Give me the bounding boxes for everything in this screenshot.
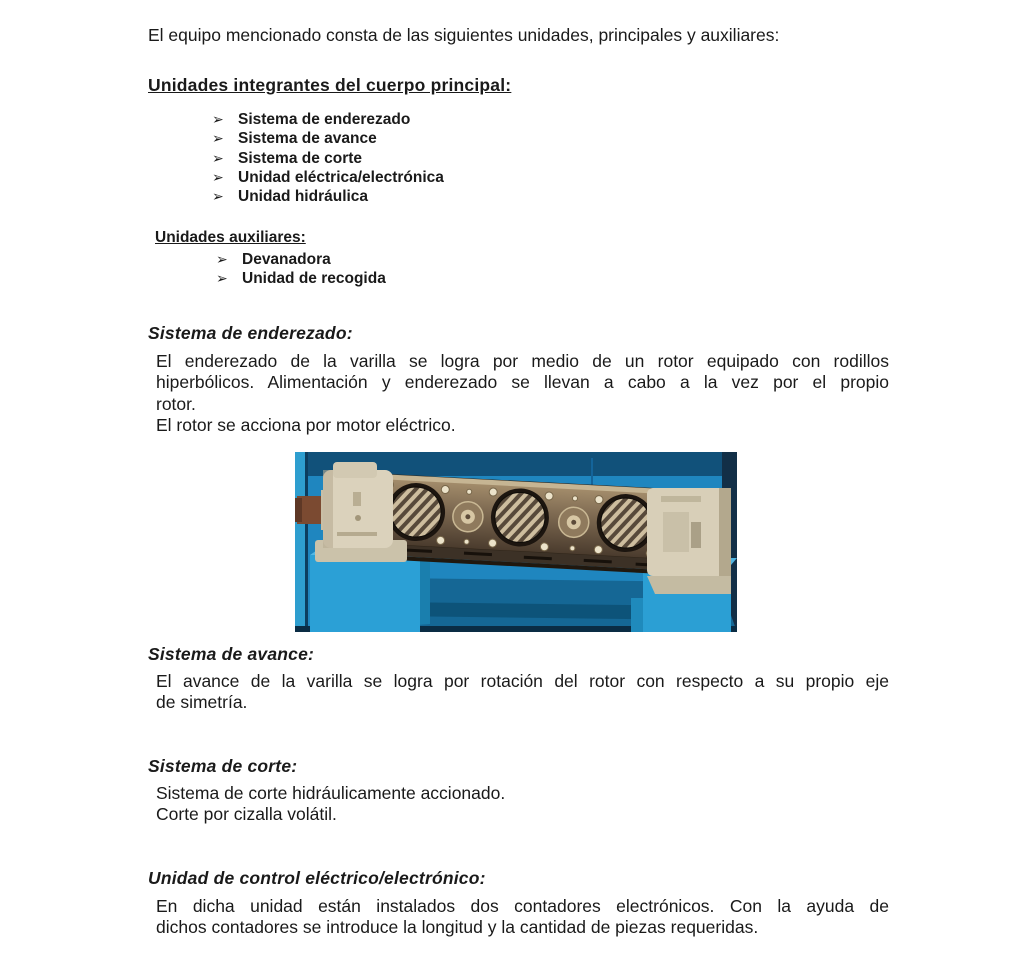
section-heading-corte: Sistema de corte: (148, 756, 298, 776)
aux-units-list (216, 250, 386, 289)
arrow-bullet-icon: ➢ (212, 188, 224, 205)
body-line: El enderezado de la varilla se logra por medio de un rotor equipado con rodillos (156, 351, 889, 371)
intro-paragraph: El equipo mencionado consta de las siguientes unidades, principales y auxiliares: (148, 25, 780, 45)
main-units-heading: Unidades integrantes del cuerpo principal: (148, 75, 512, 95)
arrow-bullet-icon: ➢ (212, 149, 224, 166)
list-item-label: Sistema de enderezado (238, 111, 411, 128)
rotor-machine-illustration (295, 452, 737, 632)
arrow-bullet-icon: ➢ (216, 251, 228, 267)
body-line: rotor. (156, 393, 196, 414)
machine-photo (295, 452, 737, 632)
body-line: Corte por cizalla volátil. (156, 804, 337, 825)
body-line: hiperbólicos. Alimentación y enderezado se llevan a cabo a la vez por el propio (156, 372, 889, 393)
arrow-bullet-icon: ➢ (212, 168, 224, 185)
list-item (212, 149, 444, 168)
section-body-avance (156, 671, 889, 714)
body-line: Sistema de corte hidráulicamente accionado. (156, 783, 506, 803)
aux-units-heading: Unidades auxiliares: (155, 229, 306, 246)
body-line: dichos contadores se introduce la longitud y la cantidad de piezas requeridas. (156, 917, 759, 938)
section-body-control (156, 896, 889, 939)
list-item-label: Unidad hidráulica (238, 188, 369, 206)
list-item (212, 110, 444, 129)
list-item-label: Sistema de avance (238, 130, 377, 148)
main-units-list (212, 110, 444, 206)
section-heading-enderezado: Sistema de enderezado: (148, 323, 353, 343)
list-item (212, 168, 444, 187)
body-line: En dicha unidad están instalados dos contadores electrónicos. Con la ayuda de (156, 896, 889, 916)
section-body-corte (156, 783, 889, 826)
list-item (216, 269, 386, 288)
body-line: de simetría. (156, 692, 248, 713)
section-body-enderezado (156, 351, 889, 436)
body-line: El avance de la varilla se logra por rotación del rotor con respecto a su propio eje (156, 671, 889, 691)
list-item (212, 129, 444, 148)
arrow-bullet-icon: ➢ (216, 270, 228, 287)
list-item-label: Devanadora (242, 251, 331, 268)
arrow-bullet-icon: ➢ (212, 130, 224, 147)
list-item-label: Unidad eléctrica/electrónica (238, 168, 444, 186)
list-item (212, 187, 444, 206)
list-item-label: Unidad de recogida (242, 270, 386, 288)
section-heading-avance: Sistema de avance: (148, 644, 315, 664)
list-item-label: Sistema de corte (238, 149, 363, 167)
arrow-bullet-icon: ➢ (212, 111, 224, 127)
section-heading-control: Unidad de control eléctrico/electrónico: (148, 868, 486, 888)
list-item (216, 250, 386, 269)
body-line: El rotor se acciona por motor eléctrico. (156, 414, 456, 435)
